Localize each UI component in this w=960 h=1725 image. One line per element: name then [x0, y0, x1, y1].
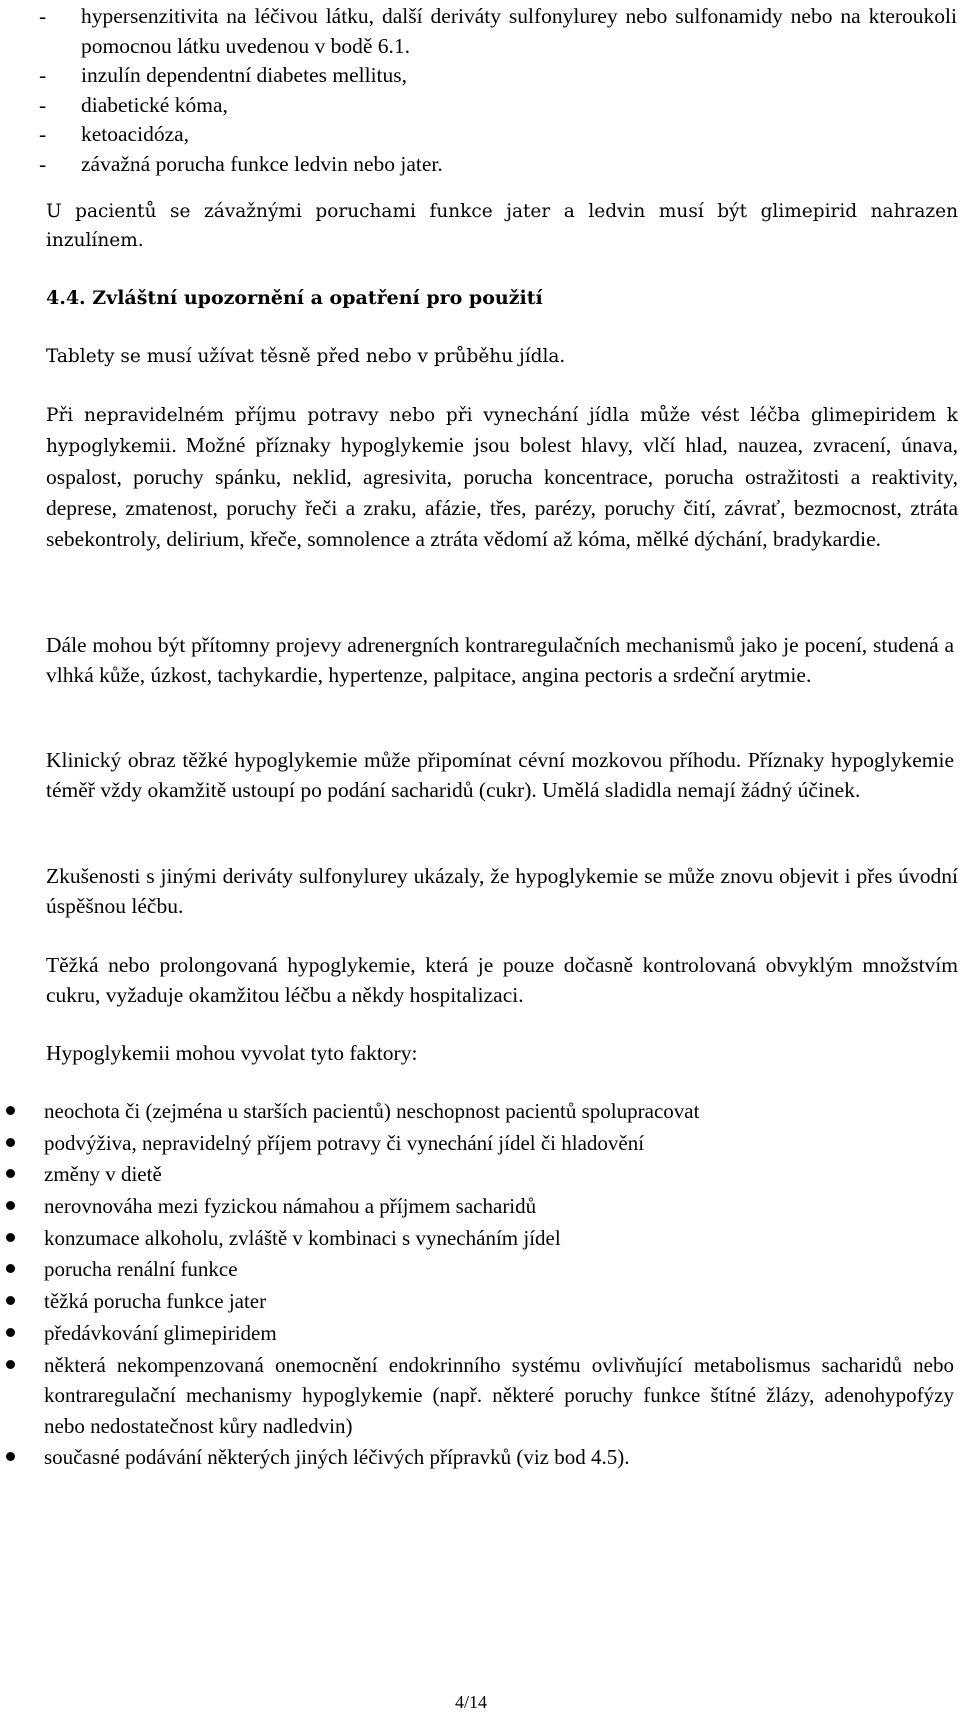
- dash-marker: -: [39, 151, 47, 176]
- hypoglycemia-symptoms: Možné příznaky hypoglykemie jsou bolest hlavy, vlčí hlad, nauzea, zvracení, únava, ospalost, poruchy spánku, neklid, agresivita, porucha koncentrace, porucha ostražitosti a reaktivity, deprese, zmatenost, poruchy řeči a zraku, afázie, třes, parézy, poruchy čití, závrať, bezmocnost, ztráta sebekontroly, delirium, křeče, somnolence a ztráta vědomí až kóma, mělké dýchání, bradykardie.: [46, 433, 959, 552]
- list-item-text: změny v dietě: [44, 1162, 162, 1187]
- hypoglycemia-lead: Při nepravidelném příjmu potravy nebo při vynechání jídla může vést léčba glimepiridem k hypoglykemii.: [46, 405, 958, 458]
- list-item: [0, 1223, 954, 1254]
- list-item: [0, 1442, 954, 1473]
- section-heading: 4.4. Zvláštní upozornění a opatření pro použití: [46, 287, 543, 309]
- list-item: [39, 61, 957, 91]
- list-item: [39, 150, 957, 180]
- bullet-icon: [6, 1233, 15, 1242]
- severe-impairment-note: U pacientů se závažnými poruchami funkce jater a ledvin musí být glimepirid nahrazen inzulínem.: [46, 201, 958, 251]
- dash-marker: -: [39, 63, 47, 88]
- list-item-text: diabetické kóma,: [81, 92, 228, 117]
- list-item-text: těžká porucha funkce jater: [44, 1289, 267, 1314]
- tablets-paragraph: Tablety se musí užívat těsně před nebo v průběhu jídla.: [46, 346, 566, 367]
- clinical-picture-paragraph: Klinický obraz těžké hypoglykemie může připomínat cévní mozkovou příhodu. Příznaky hypoglykemie téměř vždy okamžitě ustoupí po podání sacharidů (cukr). Umělá sladidla nemají žádný účinek.: [46, 748, 954, 802]
- list-item-text: nerovnováha mezi fyzickou námahou a příjmem sacharidů: [44, 1194, 537, 1219]
- list-item-text: porucha renální funkce: [44, 1257, 238, 1282]
- list-item: [0, 1350, 954, 1442]
- list-item-text: hypersenzitivita na léčivou látku, další deriváty sulfonylurey nebo sulfonamidy nebo na kteroukoli pomocnou látku uvedenou v bodě 6.1.: [81, 4, 957, 58]
- adrenergic-paragraph: Dále mohou být přítomny projevy adrenergních kontraregulačních mechanismů jako je pocení, studená a vlhká kůže, úzkost, tachykardie, hypertenze, palpitace, angina pectoris a srdeční arytmie.: [46, 633, 954, 687]
- bullet-icon: [6, 1360, 15, 1369]
- list-item: [0, 1318, 954, 1349]
- list-item: [39, 2, 957, 61]
- bullet-icon: [6, 1106, 15, 1115]
- list-item-text: některá nekompenzovaná onemocnění endokrinního systému ovlivňující metabolismus sacharidů nebo kontraregulační mechanismy hypoglykemie (např. některé poruchy funkce štítné žlázy, adenohypofýzy nebo nedostatečnost kůry nadledvin): [44, 1352, 954, 1438]
- dash-marker: -: [39, 4, 47, 28]
- list-item-text: předávkování glimepiridem: [44, 1320, 277, 1345]
- dash-marker: -: [39, 122, 47, 147]
- list-item: [0, 1254, 954, 1285]
- list-item: [0, 1191, 954, 1222]
- contraindication-list: [39, 2, 957, 180]
- factors-intro: Hypoglykemii mohou vyvolat tyto faktory:: [46, 1041, 418, 1065]
- bullet-icon: [6, 1201, 15, 1210]
- factors-list: [0, 1096, 954, 1474]
- list-item-text: konzumace alkoholu, zvláště v kombinaci s vynecháním jídel: [44, 1225, 561, 1250]
- list-item: [0, 1096, 954, 1127]
- list-item: [0, 1128, 954, 1159]
- bullet-icon: [6, 1169, 15, 1178]
- list-item-text: závažná porucha funkce ledvin nebo jater.: [81, 151, 443, 176]
- bullet-icon: [6, 1264, 15, 1273]
- page-number: 4/14: [455, 1692, 488, 1712]
- bullet-icon: [6, 1296, 15, 1305]
- list-item-text: inzulín dependentní diabetes mellitus,: [81, 63, 408, 88]
- list-item: [39, 120, 957, 150]
- bullet-icon: [6, 1138, 15, 1147]
- dash-marker: -: [39, 92, 47, 117]
- experience-paragraph: Zkušenosti s jinými deriváty sulfonylurey ukázaly, že hypoglykemie se může znovu objevit i přes úvodní úspěšnou léčbu.: [46, 864, 958, 918]
- list-item: [0, 1159, 954, 1190]
- list-item-text: ketoacidóza,: [81, 122, 190, 147]
- bullet-icon: [6, 1328, 15, 1337]
- list-item-text: podvýživa, nepravidelný příjem potravy či vynechání jídel či hladovění: [44, 1130, 645, 1155]
- bullet-icon: [6, 1452, 15, 1461]
- severe-hypoglycemia-paragraph: Těžká nebo prolongovaná hypoglykemie, která je pouze dočasně kontrolovaná obvyklým množstvím cukru, vyžaduje okamžitou léčbu a někdy hospitalizaci.: [46, 953, 958, 1007]
- list-item: [0, 1286, 954, 1317]
- list-item-text: neochota či (zejména u starších pacientů) neschopnost pacientů spolupracovat: [44, 1099, 700, 1123]
- list-item: [39, 91, 957, 121]
- hypoglycemia-paragraph: [46, 401, 958, 556]
- list-item-text: současné podávání některých jiných léčivých přípravků (viz bod 4.5).: [44, 1445, 630, 1470]
